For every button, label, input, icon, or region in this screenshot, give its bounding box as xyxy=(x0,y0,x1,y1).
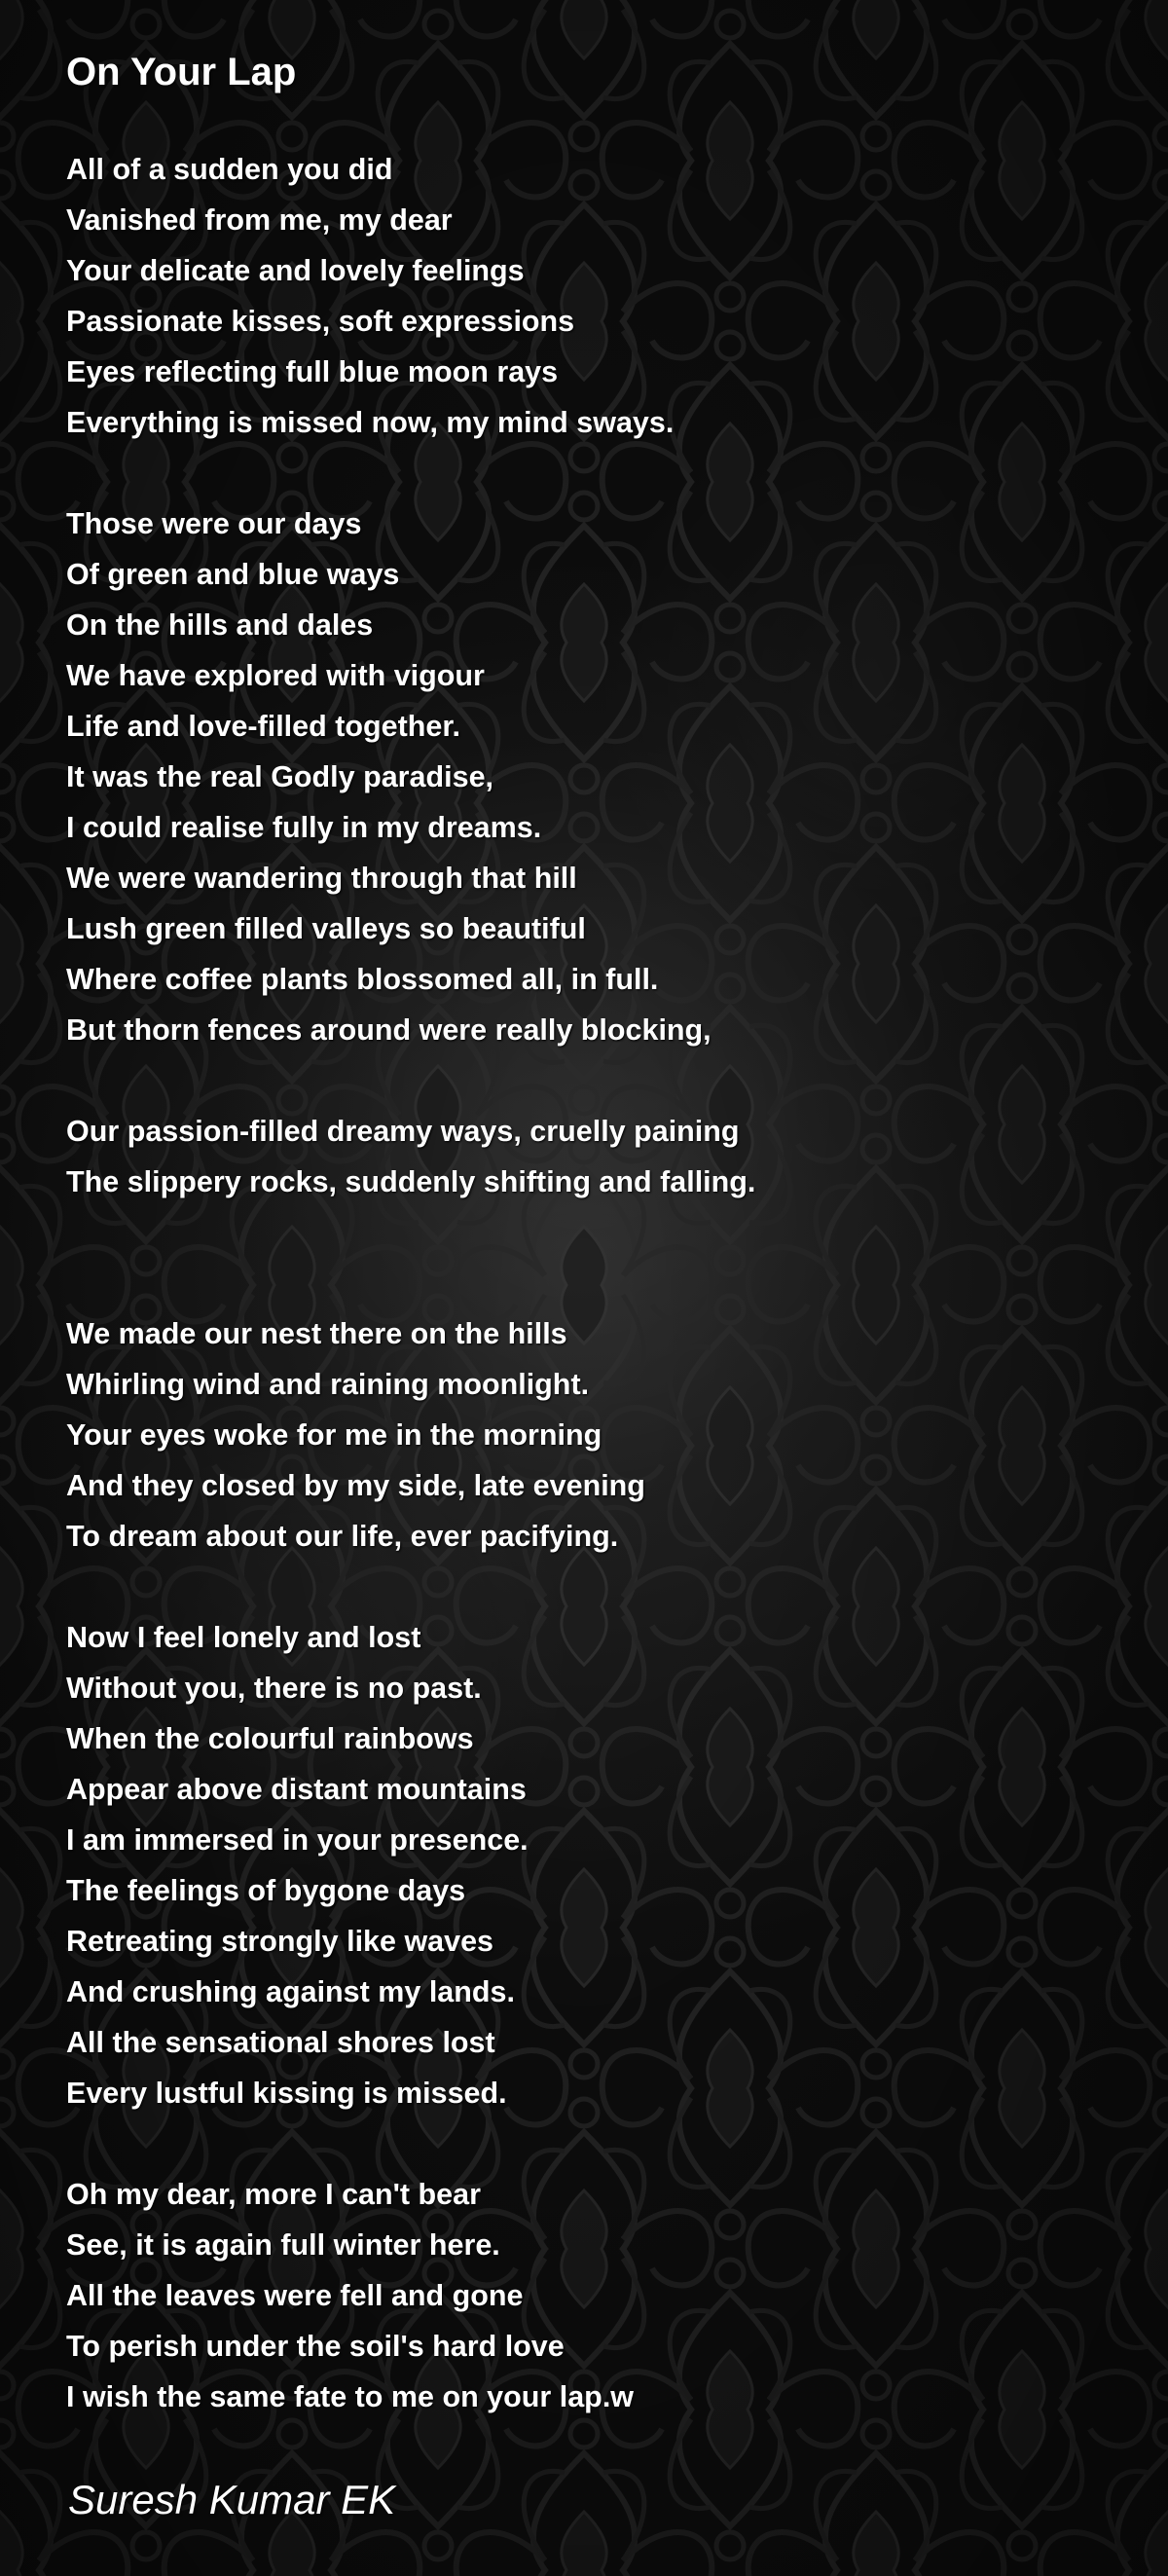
poem-line: Eyes reflecting full blue moon rays xyxy=(66,355,559,388)
poem-line: Now I feel lonely and lost xyxy=(66,1621,421,1654)
poem-line: On the hills and dales xyxy=(66,608,374,642)
poem-line: We made our nest there on the hills xyxy=(66,1317,567,1350)
stanza-3 xyxy=(66,1106,1117,1207)
poem-line: Whirling wind and raining moonlight. xyxy=(66,1368,590,1401)
poem-line: Of green and blue ways xyxy=(66,558,400,591)
poem-line: Our passion-filled dreamy ways, cruelly paining xyxy=(66,1115,740,1148)
stanza-1 xyxy=(66,144,1117,448)
poem-line: Vanished from me, my dear xyxy=(66,203,453,237)
poem-line: Where coffee plants blossomed all, in full. xyxy=(66,963,659,996)
poem-line: To perish under the soil's hard love xyxy=(66,2330,565,2363)
poem-line: Passionate kisses, soft expressions xyxy=(66,305,575,338)
poem-line: See, it is again full winter here. xyxy=(66,2228,500,2262)
stanza-4 xyxy=(66,1308,1117,1562)
poem-line: We have explored with vigour xyxy=(66,659,485,692)
poem-line: Those were our days xyxy=(66,507,362,540)
poem-line: And crushing against my lands. xyxy=(66,1975,515,2008)
poem-line: When the colourful rainbows xyxy=(66,1722,474,1755)
poem-line: Appear above distant mountains xyxy=(66,1773,527,1806)
poem-line: To dream about our life, ever pacifying. xyxy=(66,1520,619,1553)
poem-line: I wish the same fate to me on your lap.w xyxy=(66,2380,635,2413)
poem-line: Retreating strongly like waves xyxy=(66,1925,494,1958)
stanza-5 xyxy=(66,1612,1117,2118)
poem-line: And they closed by my side, late evening xyxy=(66,1469,645,1502)
poem-line: Your eyes woke for me in the morning xyxy=(66,1418,602,1452)
poem-line: Oh my dear, more I can't bear xyxy=(66,2178,481,2211)
poem-line: I could realise fully in my dreams. xyxy=(66,811,542,844)
poem-line: Your delicate and lovely feelings xyxy=(66,254,525,287)
poem-author: Suresh Kumar EK xyxy=(68,2477,396,2522)
poem-title: On Your Lap xyxy=(66,51,297,93)
poem-line: It was the real Godly paradise, xyxy=(66,760,494,793)
poem-line: But thorn fences around were really blocking, xyxy=(66,1013,712,1047)
poem-line: Lush green filled valleys so beautiful xyxy=(66,912,586,945)
poem-line: We were wandering through that hill xyxy=(66,862,577,895)
poem-line: Life and love-filled together. xyxy=(66,710,461,743)
stanza-2 xyxy=(66,498,1117,1055)
poem-line: Every lustful kissing is missed. xyxy=(66,2077,507,2110)
stanza-6 xyxy=(66,2169,1117,2422)
poem-line: All of a sudden you did xyxy=(66,153,393,186)
poem-line: The feelings of bygone days xyxy=(66,1874,466,1907)
poem-line: All the sensational shores lost xyxy=(66,2026,495,2059)
poem-line: Without you, there is no past. xyxy=(66,1672,482,1705)
poem-line: All the leaves were fell and gone xyxy=(66,2279,524,2312)
poem-line: Everything is missed now, my mind sways. xyxy=(66,406,675,439)
poem-line: The slippery rocks, suddenly shifting and falling. xyxy=(66,1165,756,1198)
poem-line: I am immersed in your presence. xyxy=(66,1823,529,1857)
